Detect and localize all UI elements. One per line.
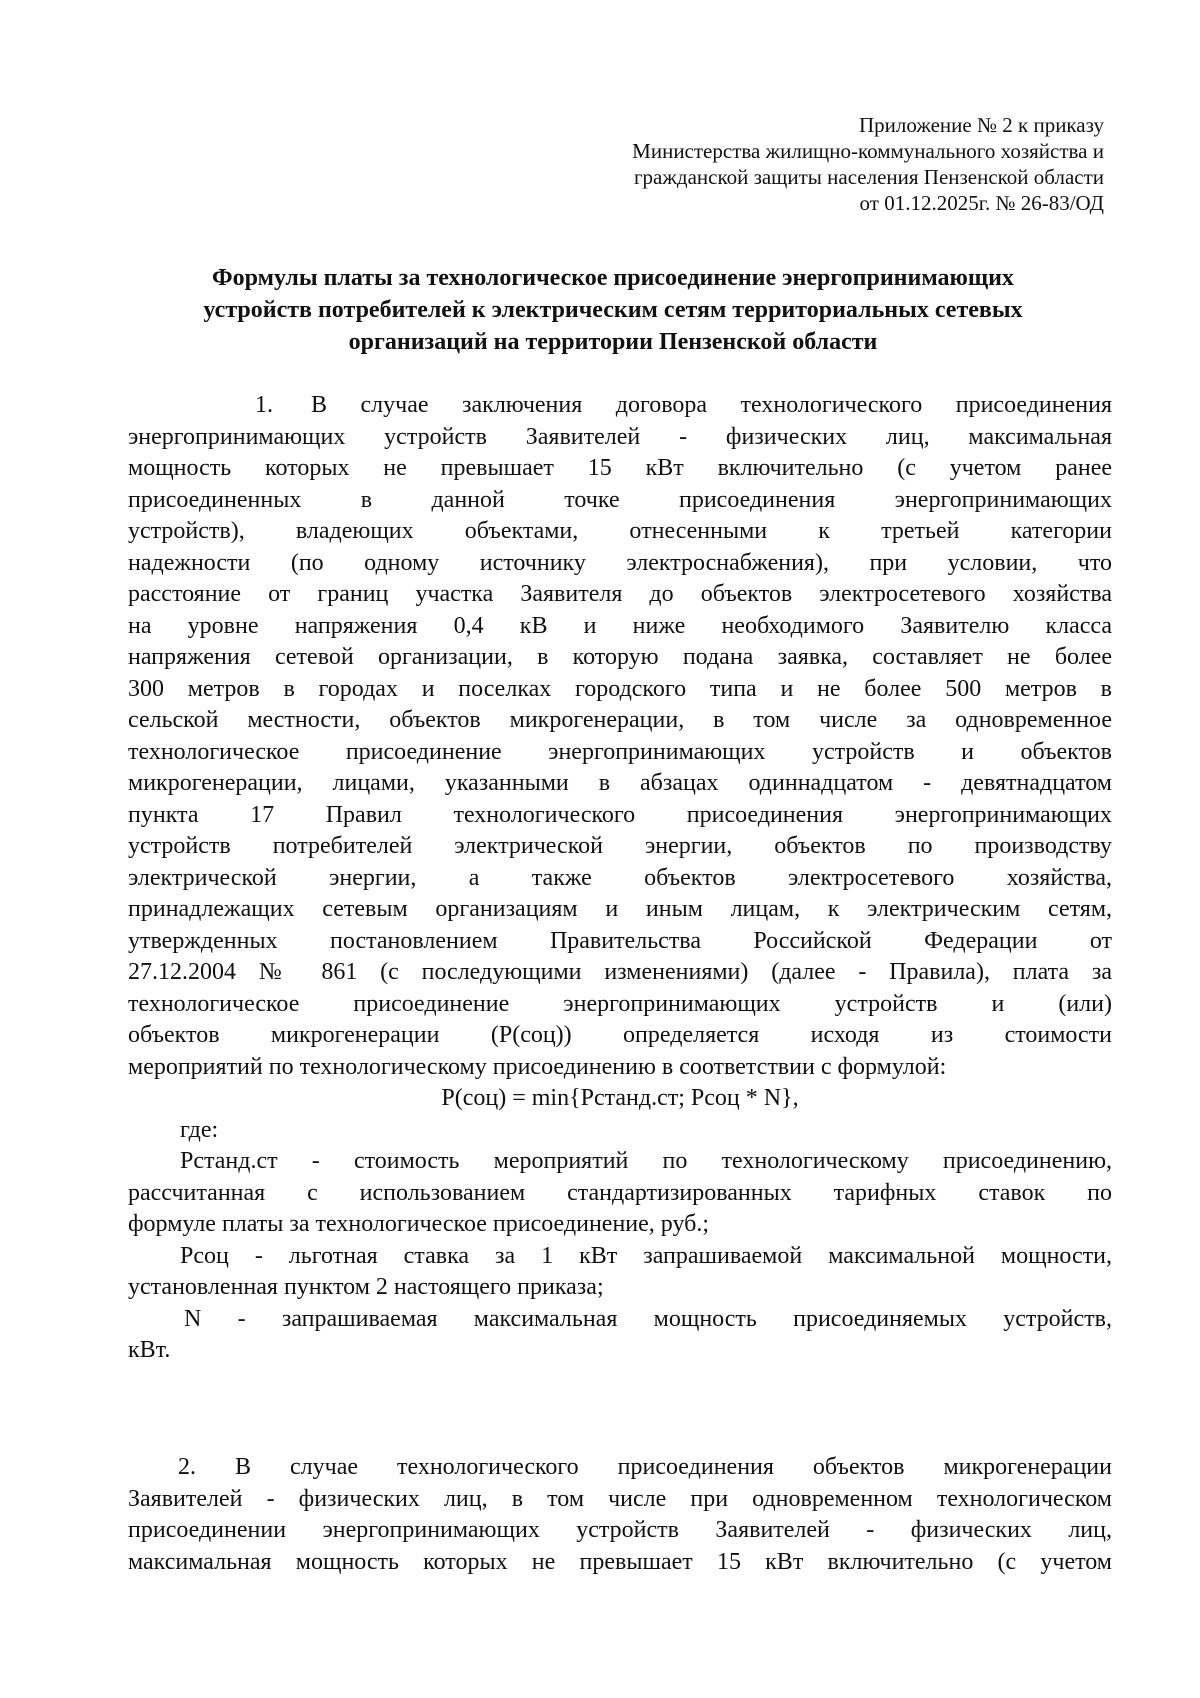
document-title	[120, 262, 1106, 358]
paragraph-line: пункта 17 Правил технологического присоединения энергопринимающих	[128, 801, 1112, 828]
paragraph-line: расстояние от границ участка Заявителя до объектов электросетевого хозяйства	[128, 581, 1112, 607]
definition-line: рассчитанная с использованием стандартизированных тарифных ставок по	[128, 1179, 1112, 1206]
appendix-header	[632, 112, 1104, 216]
formula: Р(соц) = min{Рстанд.ст; Рсоц * N},	[441, 1085, 799, 1111]
title-line: организаций на территории Пензенской области	[348, 329, 878, 355]
section-1	[128, 390, 1112, 1367]
paragraph-line: электрической энергии, а также объектов электросетевого хозяйства,	[128, 864, 1112, 891]
definition-line: кВт.	[128, 1337, 171, 1363]
paragraph-line: В случае заключения договора технологического присоединения	[311, 392, 1112, 418]
header-line: гражданской защиты населения Пензенской области	[633, 165, 1104, 189]
paragraph-line: 2. В случае технологического присоединения объектов микрогенерации	[178, 1454, 1112, 1480]
definition-line: Рсоц - льготная ставка за 1 кВт запрашиваемой максимальной мощности,	[180, 1242, 1112, 1269]
definition-line: N - запрашиваемая максимальная мощность присоединяемых устройств,	[184, 1305, 1112, 1332]
paragraph-line: присоединенных в данной точке присоединения энергопринимающих	[128, 486, 1112, 513]
section-1-first-line	[128, 390, 1112, 422]
paragraph-line: 300 метров в городах и поселках городского типа и не более 500 метров в	[128, 675, 1112, 702]
paragraph-line: технологическое присоединение энергопринимающих устройств и объектов	[128, 738, 1112, 765]
paragraph-line: Заявителей - физических лиц, в том числе при одновременном технологическом	[128, 1485, 1112, 1512]
header-line: от 01.12.2025г. № 26-83/ОД	[859, 191, 1104, 215]
paragraph-line: технологическое присоединение энергопринимающих устройств и (или)	[128, 990, 1112, 1017]
paragraph-line: устройств потребителей электрической энергии, объектов по производству	[128, 833, 1112, 859]
paragraph-line: утвержденных постановлением Правительства Российской Федерации от	[128, 927, 1112, 954]
paragraph-line: принадлежащих сетевым организациям и иным лицам, к электрическим сетям,	[128, 896, 1112, 922]
paragraph-line: мероприятий по технологическому присоединению в соответствии с формулой:	[128, 1053, 947, 1080]
header-line: Министерства жилищно-коммунального хозяйства и	[632, 139, 1104, 163]
paragraph-line: максимальная мощность которых не превышает 15 кВт включительно (с учетом	[128, 1548, 1112, 1575]
paragraph-line: надежности (по одному источнику электроснабжения), при условии, что	[128, 549, 1112, 576]
definition-line: установленная пунктом 2 настоящего приказа;	[128, 1274, 604, 1300]
paragraph-line: присоединении энергопринимающих устройств Заявителей - физических лиц,	[128, 1517, 1112, 1543]
title-line: устройств потребителей к электрическим сетям территориальных сетевых	[203, 297, 1023, 323]
section-2	[128, 1452, 1112, 1578]
paragraph-line: устройств), владеющих объектами, отнесенными к третьей категории	[128, 518, 1112, 544]
paragraph-line: сельской местности, объектов микрогенерации, в том числе за одновременное	[128, 707, 1112, 733]
section-number: 1.	[255, 392, 273, 418]
definition-line: Рстанд.ст - стоимость мероприятий по технологическому присоединению,	[180, 1148, 1112, 1174]
where-label: где:	[180, 1116, 219, 1143]
paragraph-line: мощность которых не превышает 15 кВт включительно (с учетом ранее	[128, 455, 1112, 481]
paragraph-line: на уровне напряжения 0,4 кВ и ниже необходимого Заявителю класса	[128, 612, 1112, 639]
title-line: Формулы платы за технологическое присоединение энергопринимающих	[212, 265, 1014, 291]
paragraph-line: 27.12.2004 № 861 (с последующими изменениями) (далее - Правила), плата за	[128, 959, 1112, 985]
definition-line: формуле платы за технологическое присоединение, руб.;	[128, 1211, 710, 1237]
paragraph-line: энергопринимающих устройств Заявителей - физических лиц, максимальная	[128, 423, 1112, 450]
header-line: Приложение № 2 к приказу	[859, 113, 1104, 137]
paragraph-line: микрогенерации, лицами, указанными в абзацах одиннадцатом - девятнадцатом	[128, 770, 1112, 796]
paragraph-line: напряжения сетевой организации, в которую подана заявка, составляет не более	[128, 644, 1112, 670]
paragraph-line: объектов микрогенерации (Р(соц)) определяется исходя из стоимости	[128, 1022, 1112, 1048]
